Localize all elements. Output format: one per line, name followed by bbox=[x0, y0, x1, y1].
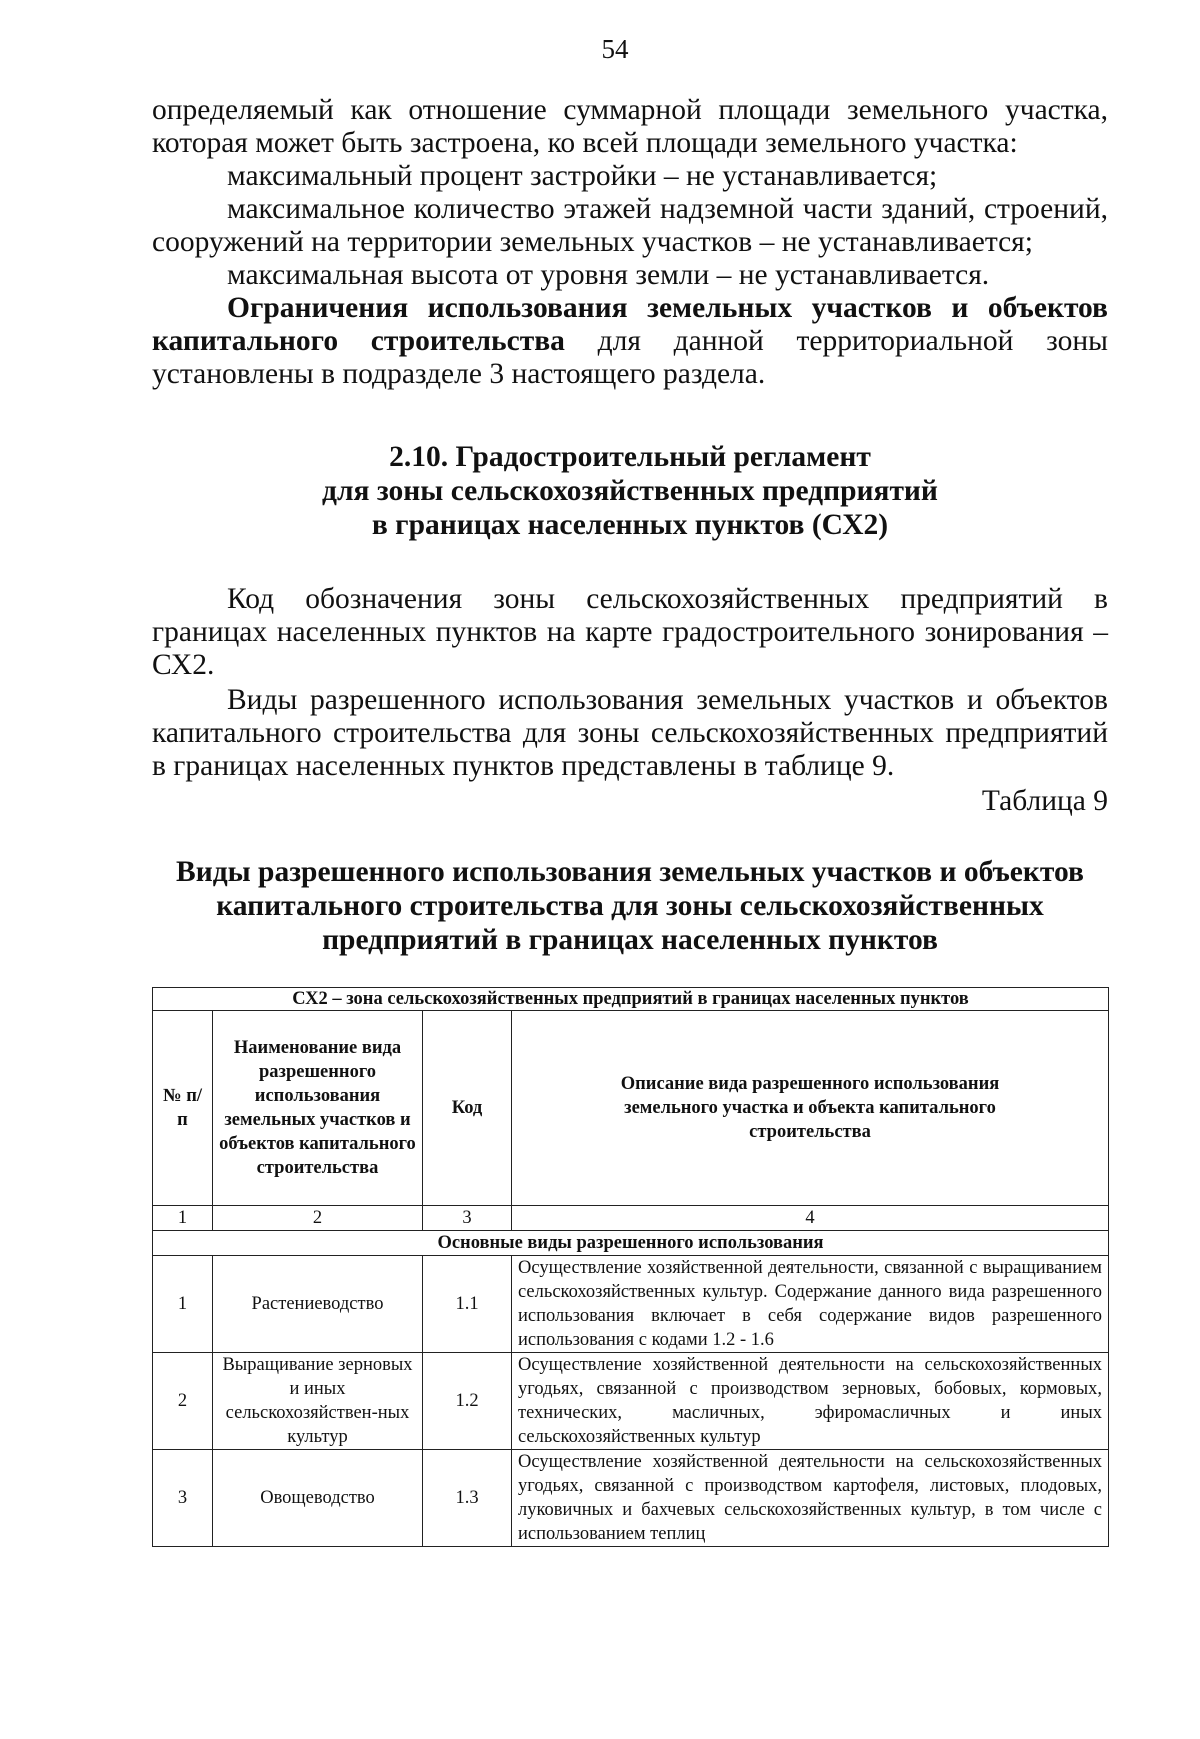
types-paragraph: Виды разрешенного использования земельных участков и объектов капитального строительства для зоны сельскохозяйственных предприятий в границах населенных пунктов представлены в таблице 9. bbox=[152, 684, 1108, 782]
row-code: 1.2 bbox=[423, 1353, 512, 1450]
restrictions-rest: для данной территориальной зоны установлены в подразделе 3 настоящего раздела. bbox=[152, 325, 1108, 390]
page-number: 54 bbox=[601, 34, 629, 64]
zone-header-row bbox=[153, 988, 1109, 1011]
row-num: 2 bbox=[153, 1353, 213, 1450]
table-title-line2: капитального строительства для зоны сельскохозяйственных bbox=[216, 890, 1044, 922]
table-title bbox=[152, 855, 1108, 957]
table-row bbox=[153, 1353, 1109, 1450]
body-text bbox=[152, 583, 1108, 818]
section-heading-line2: для зоны сельскохозяйственных предприятий bbox=[322, 475, 938, 507]
section-heading-line3: в границах населенных пунктов (СХ2) bbox=[371, 509, 889, 541]
restrictions-paragraph bbox=[152, 292, 1108, 391]
limit-item-2b: сооружений на территории земельных участков – не устанавливается; bbox=[152, 226, 1033, 258]
header-description: Описание вида разрешенного использования земельного участка и объекта капитального строительства bbox=[512, 1011, 1109, 1206]
row-code: 1.3 bbox=[423, 1450, 512, 1547]
row-description: Осуществление хозяйственной деятельности на сельскохозяйственных угодьях, связанной с производством картофеля, листовых, плодовых, луковичных и бахчевых сельскохозяйственных культур, в том числе с использованием теплиц bbox=[512, 1450, 1109, 1547]
section-heading bbox=[152, 440, 1108, 542]
column-number: 4 bbox=[512, 1206, 1109, 1231]
limit-item-1: максимальный процент застройки – не устанавливается; bbox=[227, 160, 938, 192]
column-number: 3 bbox=[423, 1206, 512, 1231]
limit-item-2a: максимальное количество этажей надземной части зданий, строений, bbox=[227, 193, 1108, 225]
column-number-row bbox=[153, 1206, 1109, 1231]
intro-line-b: которая может быть застроена, ко всей площади земельного участка: bbox=[152, 127, 1018, 159]
row-name: Выращивание зерновых и иных сельскохозяйствен-ных культур bbox=[213, 1353, 423, 1450]
row-description: Осуществление хозяйственной деятельности, связанной с выращиванием сельскохозяйственных культур. Содержание данного вида разрешенного использования включает в себя содержание видов разрешенного использования с кодами 1.2 - 1.6 bbox=[512, 1256, 1109, 1353]
table-row bbox=[153, 1450, 1109, 1547]
header-code: Код bbox=[423, 1011, 512, 1206]
row-code: 1.1 bbox=[423, 1256, 512, 1353]
table-row bbox=[153, 1256, 1109, 1353]
intro-text bbox=[152, 94, 1108, 391]
section-heading-line1: 2.10. Градостроительный регламент bbox=[389, 441, 871, 473]
zone-header-cell: СХ2 – зона сельскохозяйственных предприятий в границах населенных пунктов bbox=[153, 988, 1109, 1011]
row-name: Овощеводство bbox=[213, 1450, 423, 1547]
row-num: 3 bbox=[153, 1450, 213, 1547]
limit-item-3: максимальная высота от уровня земли – не устанавливается. bbox=[227, 259, 990, 291]
table-title-line1: Виды разрешенного использования земельных участков и объектов bbox=[176, 856, 1084, 888]
group-header-cell: Основные виды разрешенного использования bbox=[153, 1231, 1109, 1256]
row-num: 1 bbox=[153, 1256, 213, 1353]
column-header-row bbox=[153, 1011, 1109, 1206]
header-name: Наименование вида разрешенного использования земельных участков и объектов капитального строительства bbox=[213, 1011, 423, 1206]
code-paragraph: Код обозначения зоны сельскохозяйственных предприятий в границах населенных пунктов на карте градостроительного зонирования – СХ2. bbox=[152, 583, 1108, 681]
restrictions-bold: Ограничения использования земельных участков и объектов капитального строительства bbox=[152, 292, 1108, 357]
permitted-uses-table bbox=[152, 987, 1108, 1547]
intro-line-a: определяемый как отношение суммарной площади земельного участка, bbox=[152, 94, 1108, 126]
row-name: Растениеводство bbox=[213, 1256, 423, 1353]
table-title-line3: предприятий в границах населенных пунктов bbox=[322, 924, 938, 956]
header-num: № п/п bbox=[153, 1011, 213, 1206]
table-label: Таблица 9 bbox=[981, 785, 1108, 817]
column-number: 2 bbox=[213, 1206, 423, 1231]
group-header-row bbox=[153, 1231, 1109, 1256]
column-number: 1 bbox=[153, 1206, 213, 1231]
row-description: Осуществление хозяйственной деятельности на сельскохозяйственных угодьях, связанной с производством зерновых, бобовых, кормовых, технических, масличных, эфиромасличных и иных сельскохозяйственных культур bbox=[512, 1353, 1109, 1450]
